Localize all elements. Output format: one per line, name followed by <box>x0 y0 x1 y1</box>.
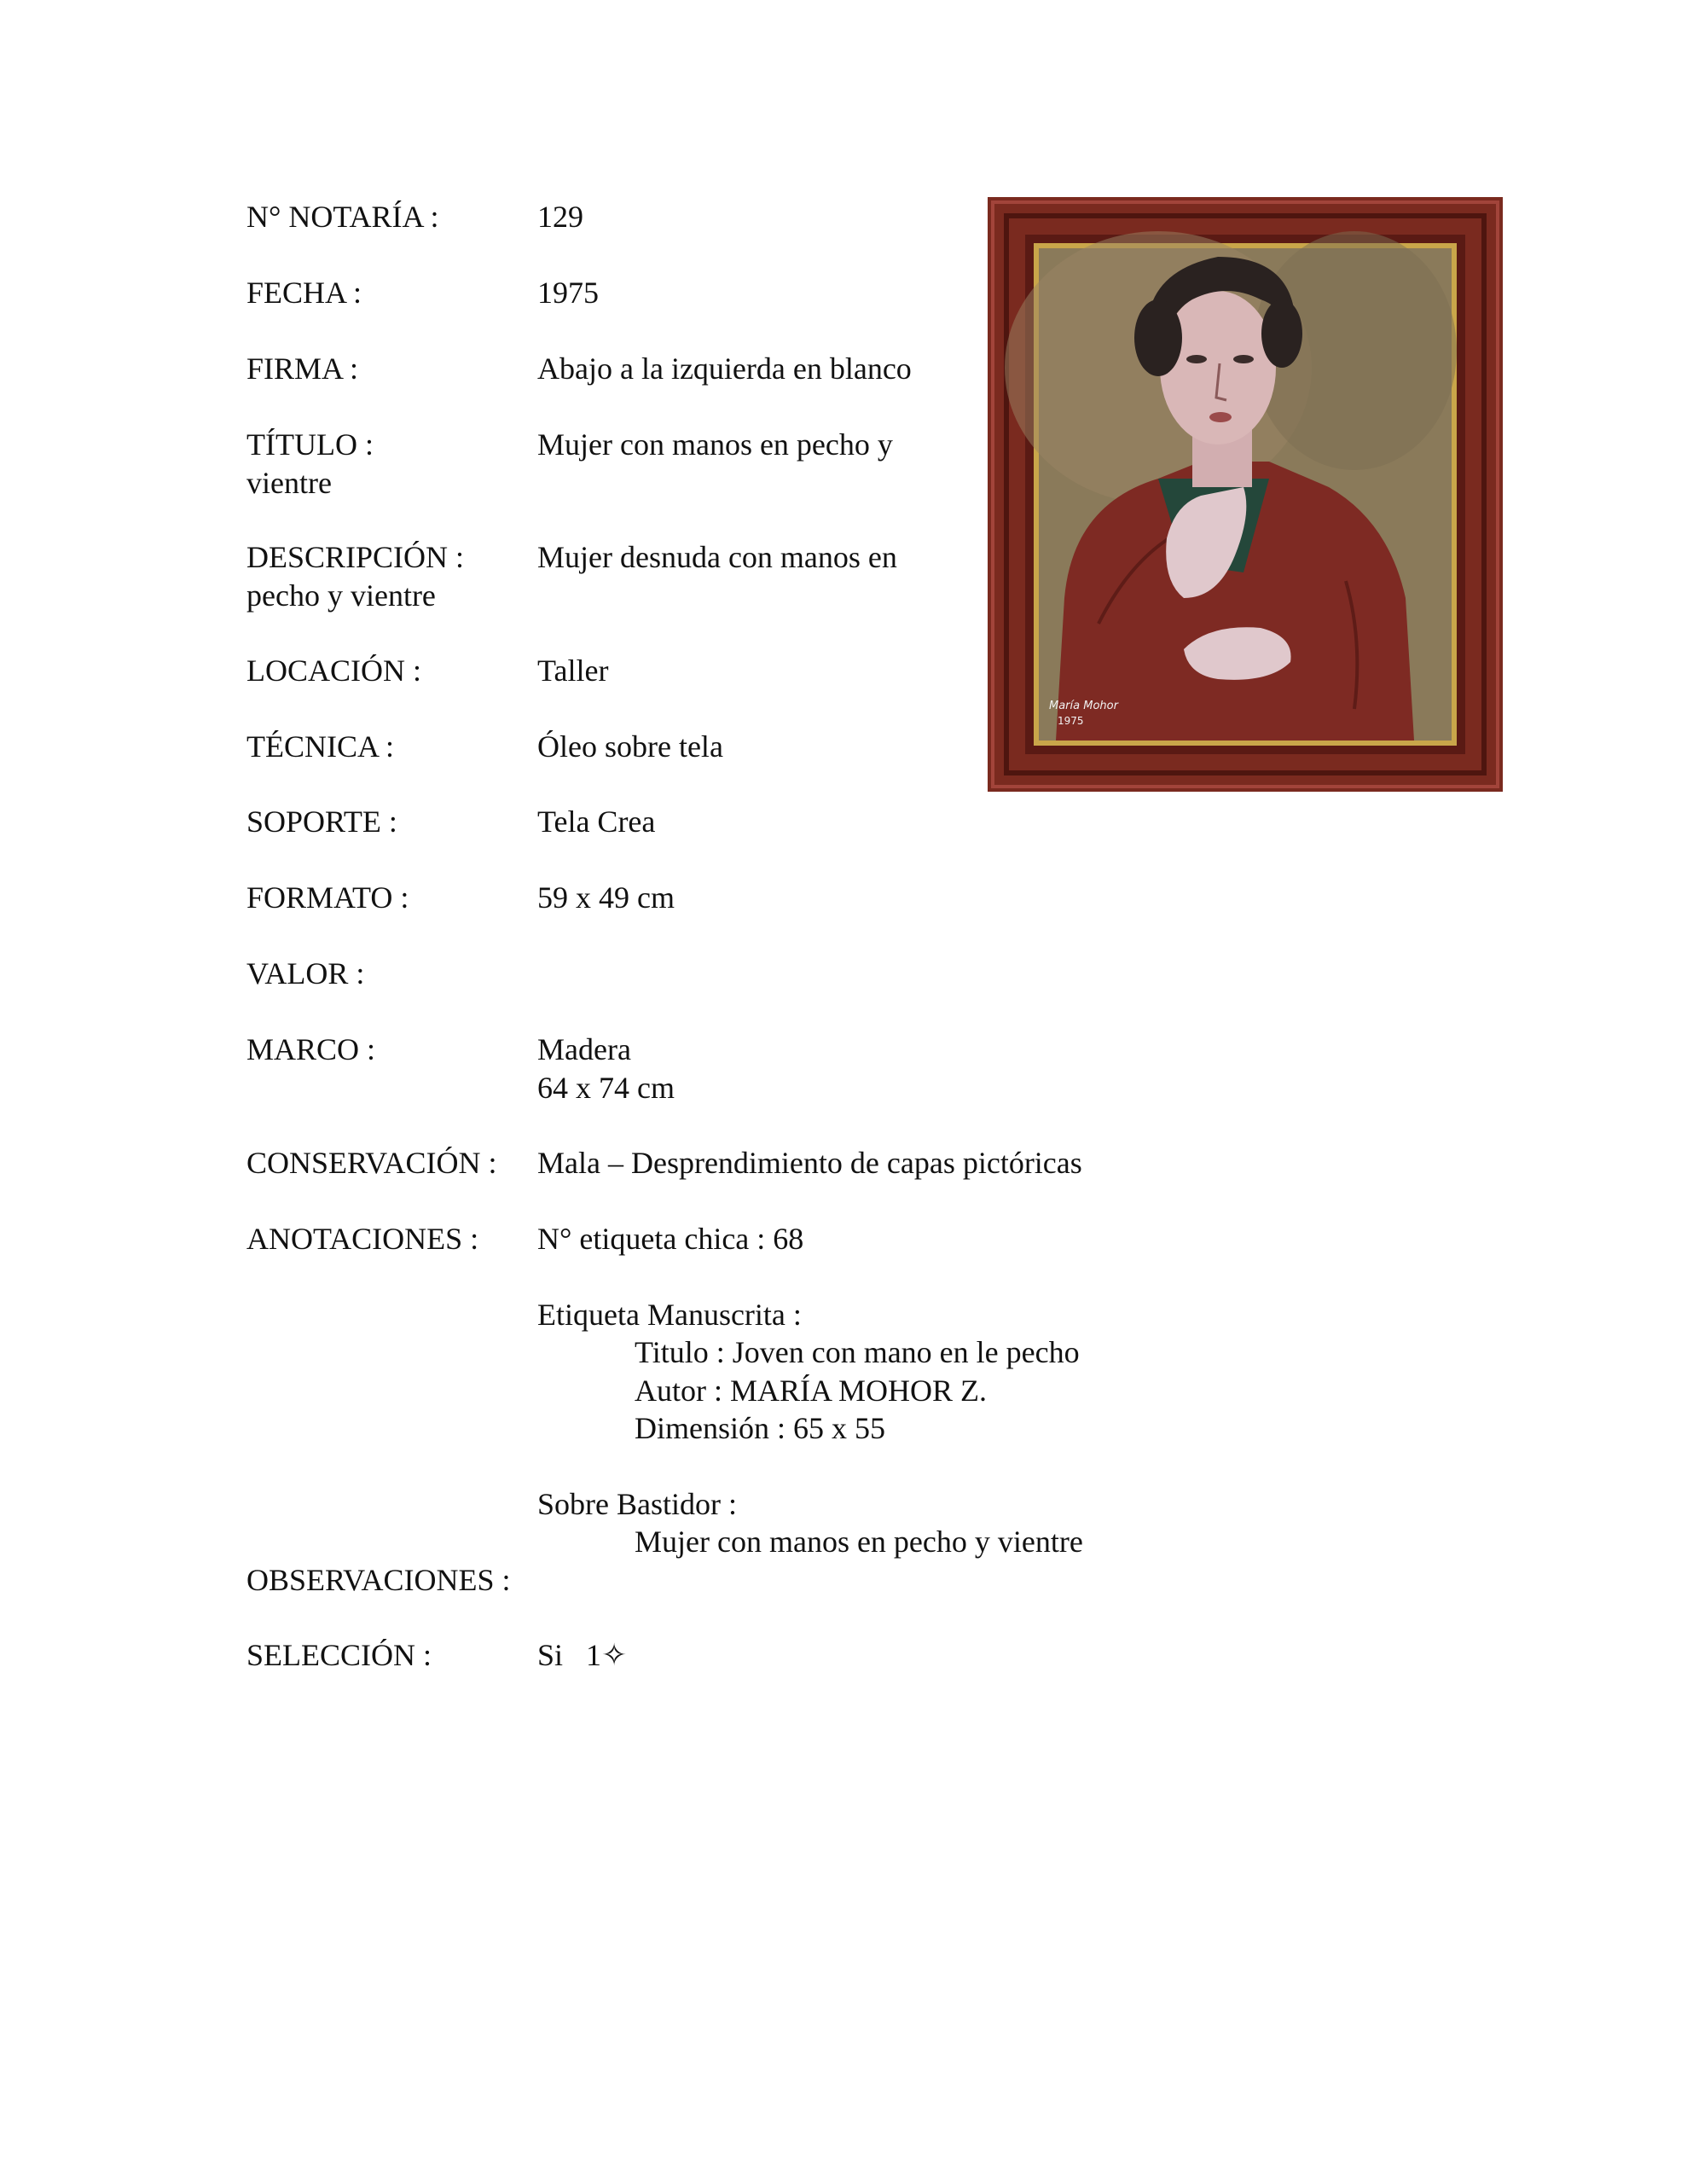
etiqueta-autor: Autor : MARÍA MOHOR Z. <box>635 1374 988 1408</box>
svg-text:María Mohor: María Mohor <box>1049 700 1118 712</box>
value-descripcion-continuation: pecho y vientre <box>246 578 436 613</box>
label-tecnica: TÉCNICA : <box>246 729 395 764</box>
label-locacion: LOCACIÓN : <box>246 653 421 688</box>
etiqueta-manuscrita-heading: Etiqueta Manuscrita : <box>537 1298 802 1332</box>
label-anotaciones: ANOTACIONES : <box>246 1222 479 1256</box>
value-marco: Madera <box>537 1032 631 1066</box>
value-fecha: 1975 <box>537 276 599 310</box>
value-notaria: 129 <box>537 200 583 234</box>
sobre-bastidor-text: Mujer con manos en pecho y vientre <box>635 1525 1083 1559</box>
value-titulo-continuation: vientre <box>246 466 332 500</box>
label-fecha: FECHA : <box>246 276 362 310</box>
label-notaria: N° NOTARÍA : <box>246 200 439 234</box>
framed-portrait-painting <box>988 197 1503 792</box>
sobre-bastidor-heading: Sobre Bastidor : <box>537 1487 737 1521</box>
label-valor: VALOR : <box>246 956 365 990</box>
label-seleccion: SELECCIÓN : <box>246 1638 432 1672</box>
value-soporte: Tela Crea <box>537 804 656 839</box>
etiqueta-dimension: Dimensión : 65 x 55 <box>635 1411 885 1445</box>
svg-text:1975: 1975 <box>1058 715 1084 727</box>
value-anotaciones: N° etiqueta chica : 68 <box>537 1222 804 1256</box>
portrait-painting-icon <box>988 197 1503 792</box>
value-firma: Abajo a la izquierda en blanco <box>537 351 912 386</box>
label-conservacion: CONSERVACIÓN : <box>246 1146 497 1180</box>
label-firma: FIRMA : <box>246 351 359 386</box>
label-soporte: SOPORTE : <box>246 804 397 839</box>
etiqueta-titulo: Titulo : Joven con mano en le pecho <box>635 1335 1080 1369</box>
label-titulo: TÍTULO : <box>246 427 374 462</box>
label-formato: FORMATO : <box>246 880 409 915</box>
label-marco: MARCO : <box>246 1032 376 1066</box>
value-formato: 59 x 49 cm <box>537 880 675 915</box>
value-marco-line2: 64 x 74 cm <box>537 1071 675 1105</box>
label-observaciones: OBSERVACIONES : <box>246 1563 511 1597</box>
value-titulo: Mujer con manos en pecho y <box>537 427 893 462</box>
value-seleccion: Si 1✧ <box>537 1638 628 1672</box>
value-descripcion: Mujer desnuda con manos en <box>537 540 897 574</box>
value-tecnica: Óleo sobre tela <box>537 729 723 764</box>
value-conservacion: Mala – Desprendimiento de capas pictóricas <box>537 1146 1082 1180</box>
value-locacion: Taller <box>537 653 609 688</box>
label-descripcion: DESCRIPCIÓN : <box>246 540 465 574</box>
